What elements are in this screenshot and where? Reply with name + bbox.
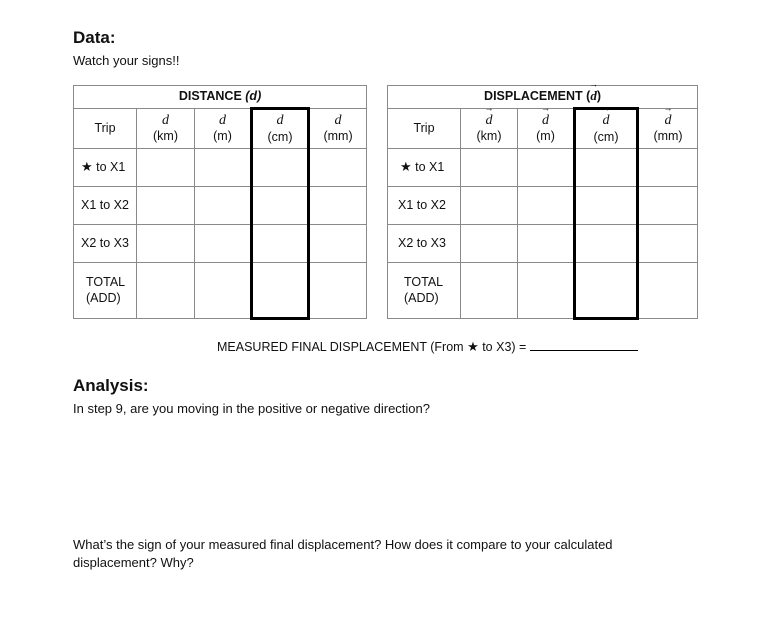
d-symbol: d	[219, 112, 226, 128]
measured-final-displacement	[217, 338, 638, 355]
measured-text-after: to X3) =	[482, 340, 527, 354]
trip-label	[388, 149, 461, 187]
distance-table-title	[74, 86, 367, 109]
unit-header-m	[518, 109, 575, 149]
total-line2: (ADD)	[404, 290, 439, 305]
displacement-table-title: DISPLACEMENT (→ d)	[388, 86, 698, 109]
d-vector-symbol: → d	[590, 88, 597, 104]
cell-input[interactable]	[252, 149, 309, 187]
star-icon: ★	[467, 339, 479, 354]
total-label	[388, 263, 461, 319]
cell-input[interactable]	[195, 187, 252, 225]
cell-input[interactable]	[638, 187, 698, 225]
data-heading: Data:	[73, 28, 116, 47]
distance-table	[73, 85, 367, 320]
cell-input[interactable]	[461, 263, 518, 319]
analysis-heading: Analysis:	[73, 376, 149, 395]
unit-label: (cm)	[593, 129, 619, 144]
d-symbol: d	[334, 112, 342, 128]
cell-input[interactable]	[575, 263, 638, 319]
cell-input[interactable]	[137, 225, 195, 263]
cell-input[interactable]	[461, 149, 518, 187]
table-row	[74, 225, 367, 263]
cell-input[interactable]	[518, 225, 575, 263]
unit-header-m	[195, 109, 252, 149]
cell-input[interactable]	[309, 149, 367, 187]
cell-input[interactable]	[575, 187, 638, 225]
cell-input[interactable]	[137, 187, 195, 225]
d-symbol: d	[276, 113, 284, 129]
trip-header: Trip	[74, 109, 137, 149]
watch-signs-note: Watch your signs!!	[73, 53, 180, 68]
star-icon: ★	[81, 159, 93, 175]
table-row	[388, 263, 698, 319]
answer-blank[interactable]	[530, 338, 638, 351]
unit-label: (cm)	[267, 129, 293, 144]
total-line1: TOTAL	[404, 274, 444, 289]
unit-label: (mm)	[653, 129, 683, 144]
unit-header-km	[137, 109, 195, 149]
table-row	[74, 263, 367, 319]
cell-input[interactable]	[575, 225, 638, 263]
trip-label: X1 to X2	[388, 187, 461, 225]
analysis-question-1: In step 9, are you moving in the positive or negative direction?	[73, 401, 430, 416]
unit-label: (m)	[213, 129, 232, 144]
cell-input[interactable]	[461, 225, 518, 263]
cell-input[interactable]	[252, 263, 309, 319]
d-vector-symbol: → d	[665, 112, 672, 130]
table-row	[388, 187, 698, 225]
total-line1: TOTAL	[86, 274, 126, 289]
trip-label: X2 to X3	[388, 225, 461, 263]
d-vector-symbol: → d	[542, 112, 549, 130]
cell-input[interactable]	[195, 149, 252, 187]
unit-label: (m)	[536, 129, 555, 144]
cell-input[interactable]	[461, 187, 518, 225]
displacement-title-label: DISPLACEMENT	[484, 89, 583, 104]
cell-input[interactable]	[137, 263, 195, 319]
unit-header-cm	[575, 109, 638, 149]
table-row	[388, 225, 698, 263]
cell-input[interactable]	[518, 263, 575, 319]
trip-header: Trip	[388, 109, 461, 149]
cell-input[interactable]	[137, 149, 195, 187]
cell-input[interactable]	[518, 187, 575, 225]
trip-label-text: to X1	[96, 160, 126, 175]
cell-input[interactable]	[575, 149, 638, 187]
unit-header-km	[461, 109, 518, 149]
trip-label: X2 to X3	[74, 225, 137, 263]
table-row	[388, 149, 698, 187]
total-line2: (ADD)	[86, 290, 121, 305]
distance-title-symbol: (d)	[245, 88, 262, 103]
cell-input[interactable]	[309, 187, 367, 225]
d-symbol: d	[162, 112, 169, 128]
cell-input[interactable]	[195, 263, 252, 319]
trip-label-text: to X1	[415, 160, 445, 175]
star-icon: ★	[400, 159, 412, 175]
displacement-table	[387, 85, 698, 320]
trip-label: X1 to X2	[74, 187, 137, 225]
cell-input[interactable]	[309, 225, 367, 263]
table-row	[74, 187, 367, 225]
cell-input[interactable]	[309, 263, 367, 319]
cell-input[interactable]	[195, 225, 252, 263]
analysis-question-2: What’s the sign of your measured final displacement? How does it compare to your calculated displacement? Why?	[73, 537, 613, 570]
measured-text-before: MEASURED FINAL DISPLACEMENT (From	[217, 340, 464, 354]
cell-input[interactable]	[638, 225, 698, 263]
cell-input[interactable]	[252, 187, 309, 225]
unit-label: (mm)	[323, 129, 353, 144]
d-vector-symbol: → d	[486, 112, 493, 130]
distance-title-label: DISTANCE	[178, 88, 242, 103]
cell-input[interactable]	[518, 149, 575, 187]
cell-input[interactable]	[638, 149, 698, 187]
table-row	[74, 149, 367, 187]
cell-input[interactable]	[252, 225, 309, 263]
unit-header-cm	[252, 109, 309, 149]
unit-label: (km)	[476, 129, 502, 144]
d-vector-symbol: → d	[603, 112, 610, 130]
unit-header-mm	[309, 109, 367, 149]
unit-label: (km)	[153, 129, 178, 144]
unit-header-mm	[638, 109, 698, 149]
total-label	[74, 263, 137, 319]
cell-input[interactable]	[638, 263, 698, 319]
trip-label	[74, 149, 137, 187]
